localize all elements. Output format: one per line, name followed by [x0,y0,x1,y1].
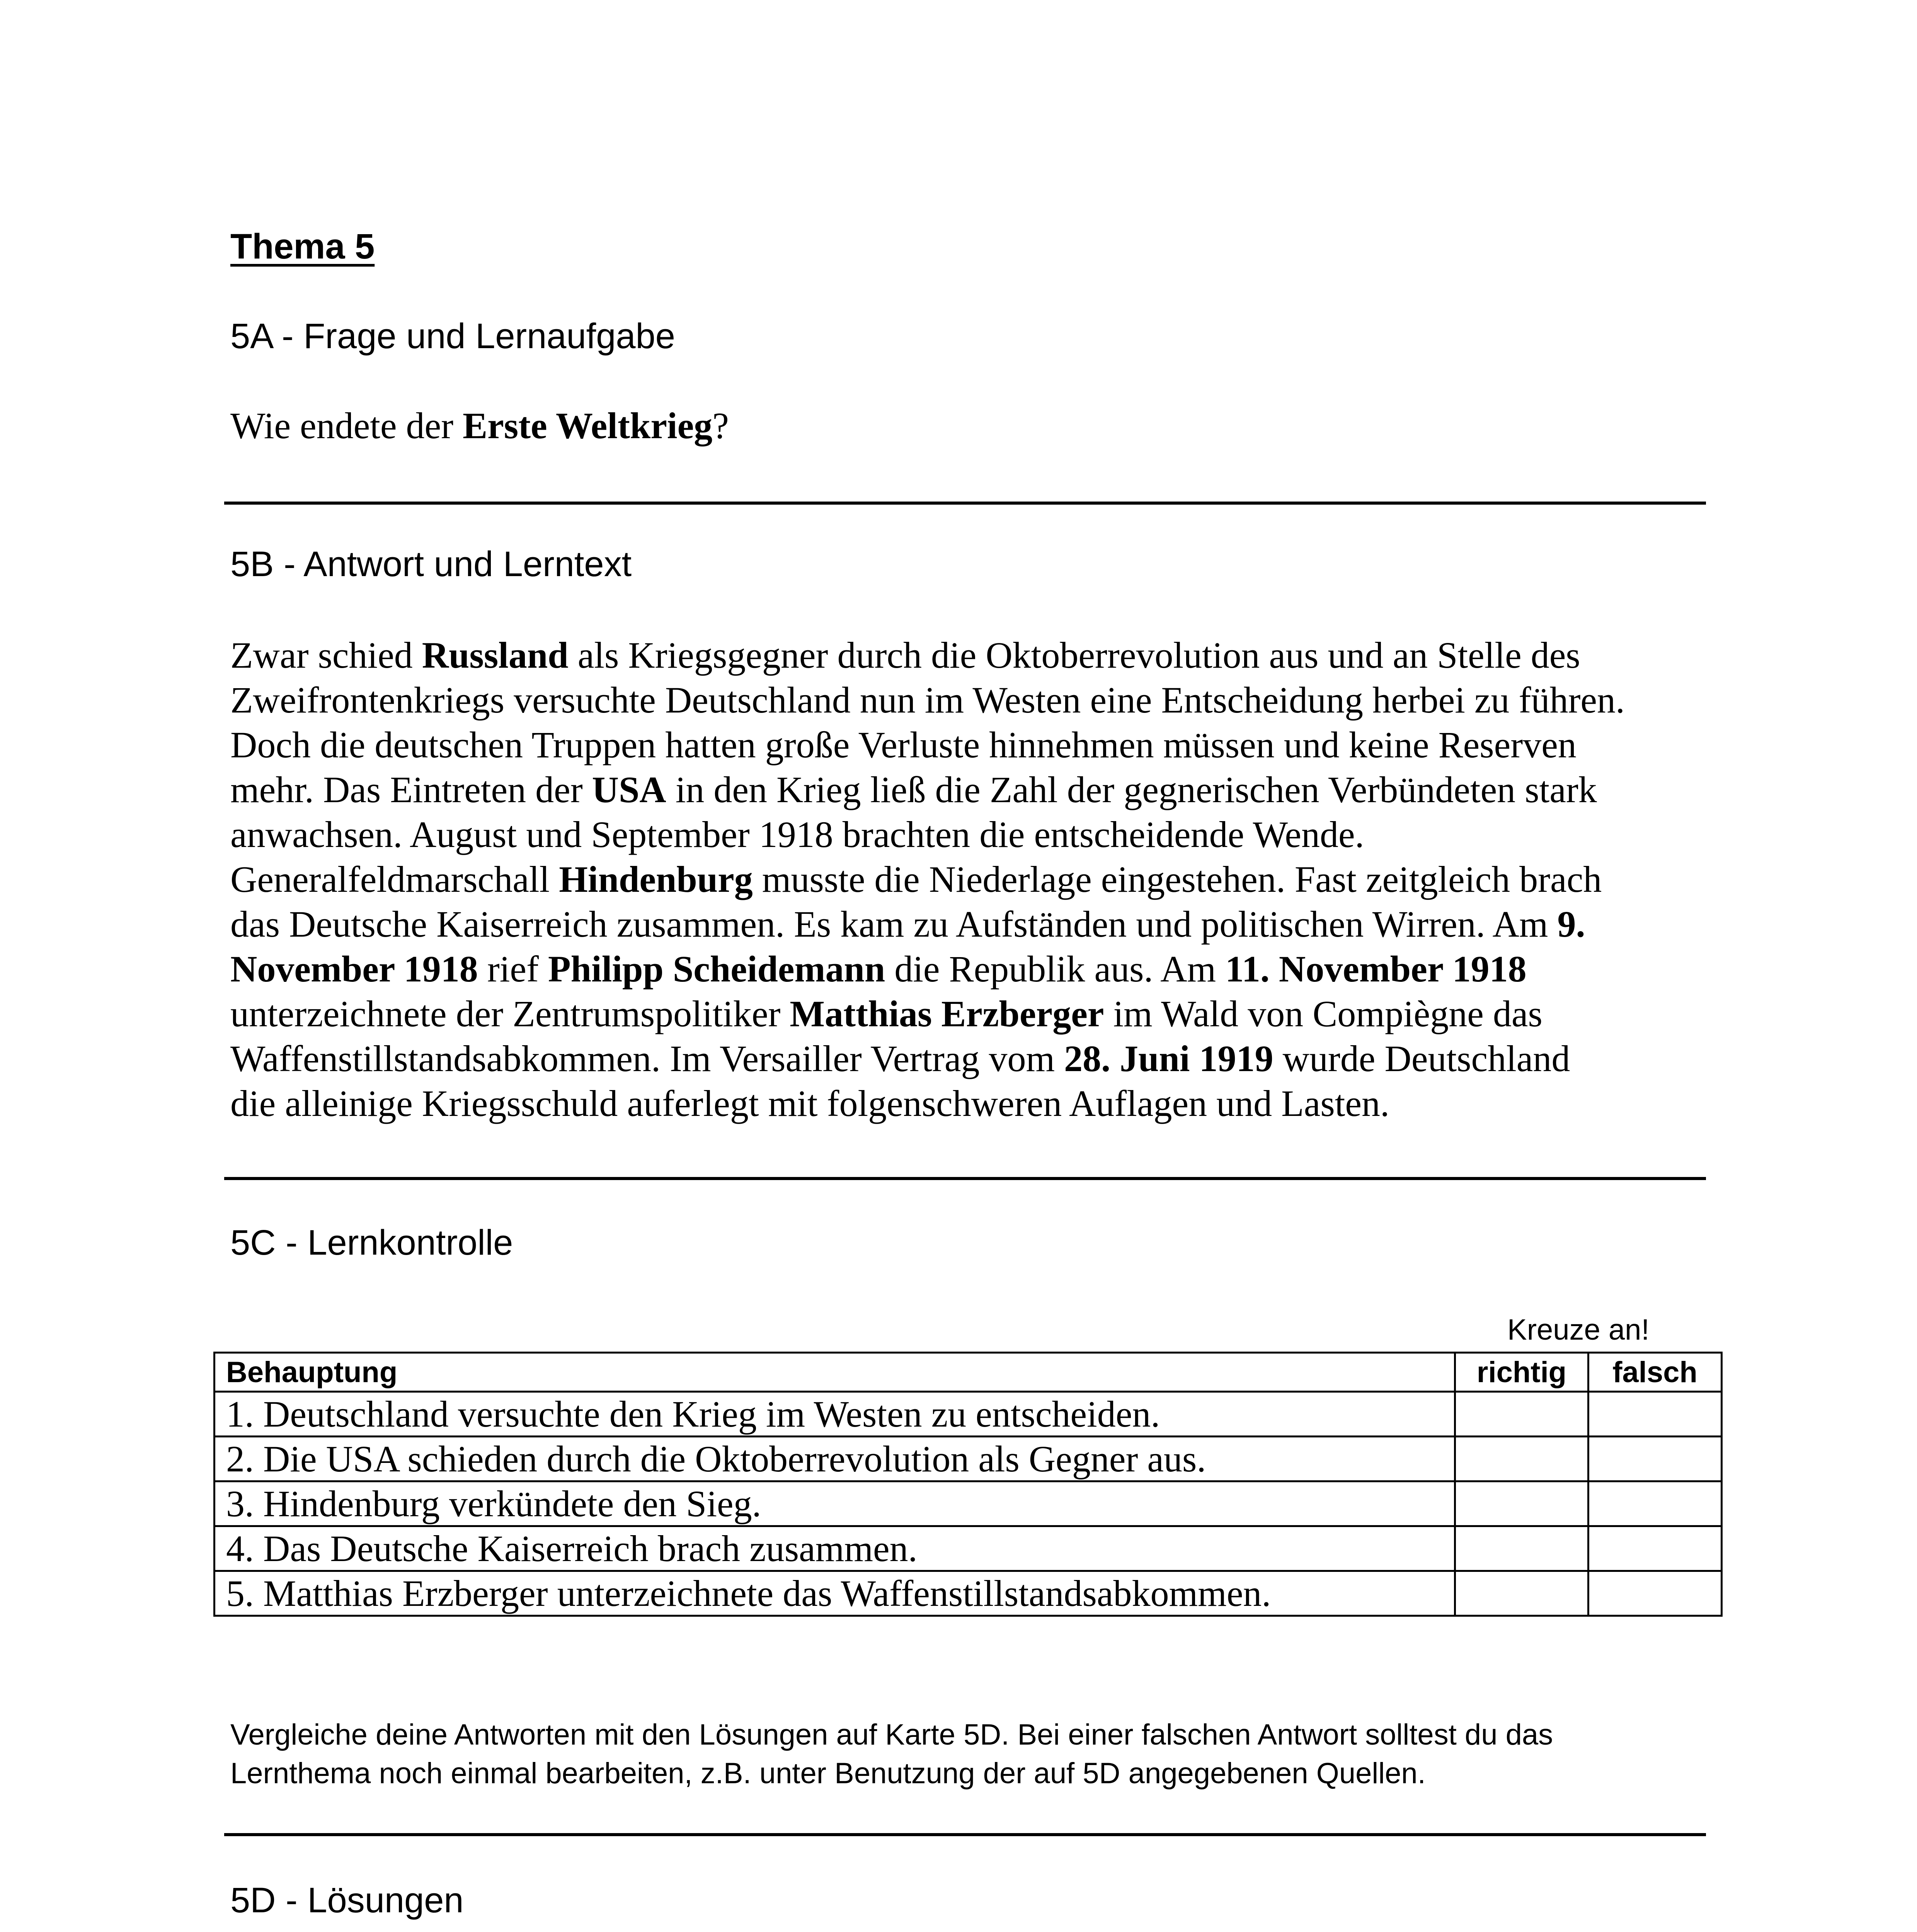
answer-line [230,1036,1722,1081]
divider [224,1177,1706,1180]
richtig-checkbox[interactable] [1455,1392,1588,1437]
answer-line [230,767,1722,812]
richtig-checkbox[interactable] [1455,1526,1588,1571]
question-pre: Wie endete der [230,405,463,446]
answer-line [230,857,1722,902]
check-instruction: Kreuze an! [1507,1313,1650,1346]
table-row [215,1392,1722,1437]
claim-text: 1. Deutschland versuchte den Krieg im Westen zu entscheiden. [215,1392,1455,1437]
text-run: Zweifrontenkriegs versuchte Deutschland nun im Westen eine Entscheidung herbei zu führen. [230,679,1625,721]
richtig-checkbox[interactable] [1455,1437,1588,1481]
richtig-checkbox[interactable] [1455,1571,1588,1616]
section-b-heading: 5B - Antwort und Lerntext [230,544,632,584]
answer-line [230,633,1722,678]
text-run: als Kriegsgegner durch die Oktoberrevolution aus und an Stelle des [568,634,1580,676]
text-run: rief [478,948,548,990]
header-richtig: richtig [1455,1353,1588,1392]
question-post: ? [712,405,729,446]
answer-line [230,1081,1722,1126]
table-row [215,1437,1722,1481]
text-run: die alleinige Kriegsschuld auferlegt mit folgenschweren Auflagen und Lasten. [230,1083,1390,1124]
divider [224,1833,1706,1836]
table-row [215,1526,1722,1571]
falsch-checkbox[interactable] [1588,1526,1722,1571]
claim-text: 4. Das Deutsche Kaiserreich brach zusammen. [215,1526,1455,1571]
bold-term: 11. November 1918 [1225,948,1527,990]
section-c-heading: 5C - Lernkontrolle [230,1223,513,1262]
answer-text [230,633,1722,1126]
answer-line [230,678,1722,723]
compare-line: Lernthema noch einmal bearbeiten, z.B. unter Benutzung der auf 5D angegebenen Quellen. [230,1757,1426,1790]
question [230,404,729,447]
bold-term: Russland [422,634,569,676]
richtig-checkbox[interactable] [1455,1481,1588,1526]
text-run: in den Krieg ließ die Zahl der gegnerischen Verbündeten stark [666,769,1597,810]
text-run: Doch die deutschen Truppen hatten große Verluste hinnehmen müssen und keine Reserven [230,724,1577,765]
question-bold: Erste Weltkrieg [463,405,713,446]
header-claim: Behauptung [215,1353,1455,1392]
bold-term: Matthias Erzberger [790,993,1104,1034]
answer-line [230,723,1722,767]
text-run: musste die Niederlage eingestehen. Fast zeitgleich brach [752,859,1602,900]
text-run: im Wald von Compiègne das [1104,993,1542,1034]
bold-term: Philipp Scheidemann [548,948,885,990]
falsch-checkbox[interactable] [1588,1481,1722,1526]
text-run: wurde Deutschland [1273,1038,1570,1079]
answer-line [230,812,1722,857]
text-run: unterzeichnete der Zentrumspolitiker [230,993,790,1034]
bold-term: USA [592,769,666,810]
claims-table [213,1352,1723,1617]
section-a-heading: 5A - Frage und Lernaufgabe [230,316,675,356]
compare-line: Vergleiche deine Antworten mit den Lösungen auf Karte 5D. Bei einer falschen Antwort solltest du das [230,1718,1553,1751]
falsch-checkbox[interactable] [1588,1571,1722,1616]
falsch-checkbox[interactable] [1588,1392,1722,1437]
bold-term: 28. Juni 1919 [1064,1038,1273,1079]
text-run: die Republik aus. Am [885,948,1226,990]
claim-text: 2. Die USA schieden durch die Oktoberrevolution als Gegner aus. [215,1437,1455,1481]
bold-term: November 1918 [230,948,478,990]
page-title: Thema 5 [230,227,375,266]
answer-line [230,947,1722,992]
text-run: Waffenstillstandsabkommen. Im Versailler Vertrag vom [230,1038,1064,1079]
table-row [215,1481,1722,1526]
bold-term: Hindenburg [559,859,753,900]
text-run: Generalfeldmarschall [230,859,559,900]
section-d-heading: 5D - Lösungen [230,1881,464,1920]
table-row [215,1571,1722,1616]
table-header-row [215,1353,1722,1392]
text-run: das Deutsche Kaiserreich zusammen. Es kam zu Aufständen und politischen Wirren. Am [230,903,1558,945]
falsch-checkbox[interactable] [1588,1437,1722,1481]
claim-text: 5. Matthias Erzberger unterzeichnete das Waffenstillstandsabkommen. [215,1571,1455,1616]
header-falsch: falsch [1588,1353,1722,1392]
compare-note [230,1716,1730,1793]
text-run: Zwar schied [230,634,422,676]
bold-term: 9. [1557,903,1585,945]
divider [224,502,1706,505]
claim-text: 3. Hindenburg verkündete den Sieg. [215,1481,1455,1526]
text-run: anwachsen. August und September 1918 brachten die entscheidende Wende. [230,814,1364,855]
answer-line [230,902,1722,947]
answer-line [230,992,1722,1036]
text-run: mehr. Das Eintreten der [230,769,592,810]
